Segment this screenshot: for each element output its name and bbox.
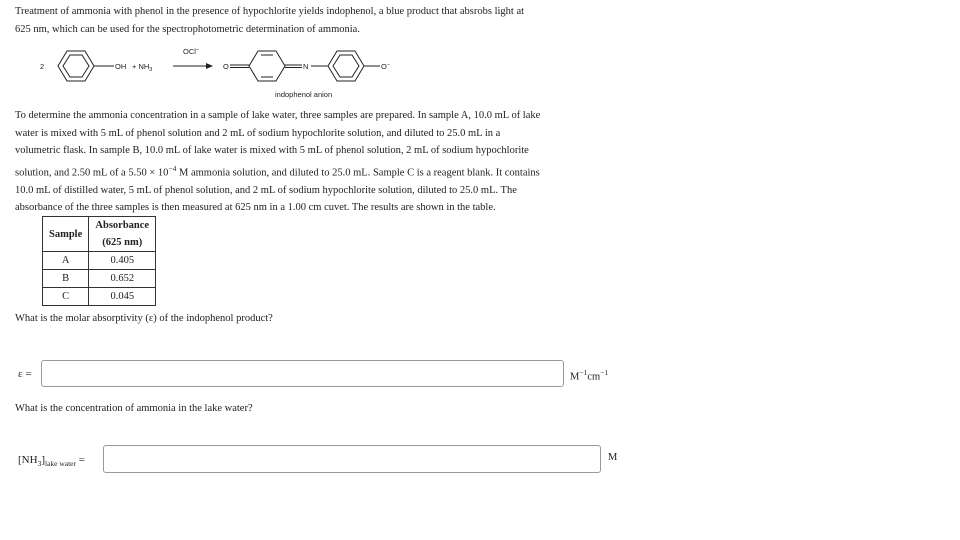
cell-absorbance: 0.652: [89, 270, 156, 288]
cell-sample: C: [43, 288, 89, 306]
epsilon-unit: [570, 368, 608, 383]
header-absorbance: [89, 217, 156, 252]
epsilon-label: ε =: [18, 368, 32, 380]
nh3-bracket: [NH: [18, 454, 38, 466]
paragraph-line: 10.0 mL of distilled water, 5 mL of phenol solution, and 2 mL of sodium hypochlorite solution, diluted to 25.0 mL. The: [15, 184, 517, 196]
nh3-sub-3: 3: [37, 459, 42, 469]
nh3-input[interactable]: [103, 445, 601, 473]
paragraph-line: To determine the ammonia concentration in a sample of lake water, three samples are prepared. In sample A, 10.0 mL of lake: [15, 110, 541, 121]
table-row: [43, 270, 156, 288]
header-sample: Sample: [43, 217, 89, 252]
nh3-sub-lake: lake water: [44, 459, 77, 469]
unit-cm-exp: −1: [600, 368, 609, 377]
scheme-nh3-sub: 3: [149, 67, 153, 73]
svg-text:O−: [381, 62, 390, 71]
scheme-reagent-charge: −: [195, 47, 200, 53]
paragraph-text: M ammonia solution, and diluted to 25.0 mL. Sample C is a reagent blank. It contains: [176, 167, 540, 178]
scheme-reagent: OCl: [183, 47, 196, 56]
scheme-n: N: [303, 62, 309, 71]
cell-sample: B: [43, 270, 89, 288]
cell-absorbance: 0.405: [89, 252, 156, 270]
reaction-scheme: [30, 40, 430, 102]
scheme-coefficient: 2: [40, 62, 45, 71]
paragraph-text: solution, and 2.50 mL of a 5.50 × 10: [15, 167, 169, 178]
question-2: What is the concentration of ammonia in the lake water?: [15, 403, 253, 414]
nh3-equals: =: [76, 454, 85, 466]
table-row: [43, 252, 156, 270]
exponent: −4: [168, 163, 177, 173]
phenoxide-ring: [311, 51, 380, 81]
header-absorbance-line2: (625 nm): [102, 237, 143, 248]
intro-line-1: Treatment of ammonia with phenol in the presence of hypochlorite yields indophenol, a blue product that absrobs light at: [15, 6, 525, 17]
header-absorbance-line1: Absorbance: [95, 220, 150, 231]
nh3-label: [18, 454, 85, 468]
intro-text: [15, 3, 625, 38]
question-1: What is the molar absorptivity (ε) of the indophenol product?: [15, 313, 273, 324]
unit-m: M: [570, 371, 580, 383]
table-row: [43, 288, 156, 306]
svg-text:+ NH3: [132, 62, 152, 73]
scheme-o-right-charge: −: [386, 62, 391, 68]
cell-absorbance: 0.045: [89, 288, 156, 306]
paragraph-line: [15, 160, 625, 182]
cell-sample: A: [43, 252, 89, 270]
scheme-o-left: O: [223, 62, 229, 71]
scheme-product-label: indophenol anion: [275, 90, 333, 99]
epsilon-input[interactable]: [41, 360, 564, 387]
paragraph-line: water is mixed with 5 mL of phenol solution and 2 mL of sodium hypochlorite solution, and diluted to 25.0 mL in a: [15, 127, 501, 139]
nh3-bracket-close: ]: [41, 454, 45, 466]
procedure-paragraph: [15, 107, 625, 217]
unit-cm: cm: [587, 371, 601, 383]
paragraph-line: absorbance of the three samples is then measured at 625 nm in a 1.00 cm cuvet. The results are shown in the table.: [15, 202, 496, 213]
scheme-plus-nh3: + NH: [132, 62, 150, 71]
intro-line-2: 625 nm, which can be used for the spectrophotometric determination of ammonia.: [15, 23, 360, 35]
phenol-ring: [58, 51, 114, 81]
scheme-oh: OH: [115, 62, 127, 71]
paragraph-line: volumetric flask. In sample B, 10.0 mL of lake water is mixed with 5 mL of phenol solution, 2 mL of sodium hypochlorite: [15, 145, 529, 156]
svg-text:OCl−: [183, 47, 199, 56]
reaction-arrow: [173, 63, 213, 69]
results-table: [42, 216, 156, 306]
nh3-unit: M: [608, 452, 618, 463]
table-header-row: [43, 217, 156, 252]
quinone-ring: [230, 51, 302, 81]
unit-m-exp: −1: [579, 368, 588, 377]
scheme-o-right: O: [381, 62, 387, 71]
